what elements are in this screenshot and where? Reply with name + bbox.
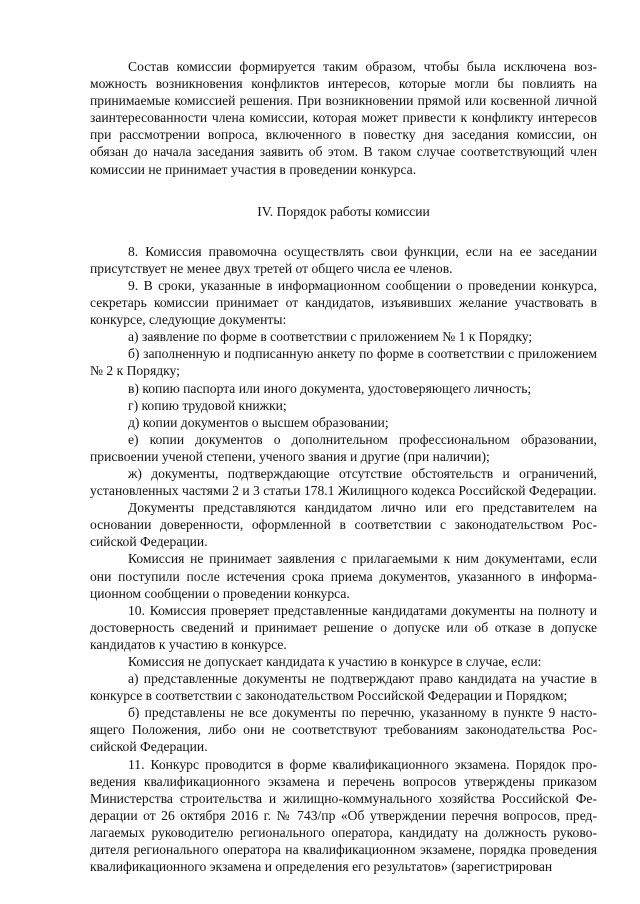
paragraph-8: 8. Комиссия правомочна осуществлять свои функции, если на ее заседании присутствует не менее двух третей от общего числа ее членов. bbox=[90, 243, 597, 276]
documents-submission-paragraph: Документы представляются кандидатом лично или его представителем на основании доверенности, оформленной в соответствии с законодательством Российской Федерации. bbox=[90, 500, 597, 550]
late-documents-paragraph: Комиссия не принимает заявления с прилагаемыми к ним документами, если они поступили после истечения срока приема документов, указанного в информационном сообщении о проведении конкурса. bbox=[90, 551, 597, 601]
rejection-intro-paragraph: Комиссия не допускает кандидата к участию в конкурсе в случае, если: bbox=[128, 654, 542, 669]
spacer bbox=[90, 220, 597, 243]
list-item-v: в) копию паспорта или иного документа, удостоверяющего личность; bbox=[128, 380, 532, 396]
paragraph-9: 9. В сроки, указанные в информационном сообщении о проведении конкурса, секретарь комиссии принимает от кандидатов, изъявивших желание участвовать в конкурсе, следующие документы: bbox=[90, 277, 597, 328]
document-page bbox=[90, 58, 597, 875]
spacer bbox=[90, 178, 597, 203]
rejection-item-b: б) представлены не все документы по перечню, указанному в пункте 9 настоящего Положения, либо они не соответствуют требованиям законодательства Российской Федерации. bbox=[90, 705, 597, 755]
list-item-zh: ж) документы, подтверждающие отсутствие обстоятельств и ограничений, установленных частями 2 и 3 статьи 178.1 Жилищного кодекса Российской Федерации. bbox=[90, 465, 597, 499]
list-item-d: д) копии документов о высшем образовании; bbox=[128, 414, 389, 430]
paragraph-10: 10. Комиссия проверяет представленные кандидатами документы на полноту и достоверность сведений и принимает решение о допуске или об отказе в допуске кандидатов к участию в конкурсе. bbox=[90, 602, 597, 652]
list-item-e: е) копии документов о дополнительном профессиональном образовании, присвоении ученой степени, ученого звания и другие (при наличии); bbox=[90, 431, 597, 464]
paragraph-11: 11. Конкурс проводится в форме квалификационного экзамена. Порядок проведения квалификационного экзамена и перечень вопросов утверждены приказом Министерства строительства и жилищно-коммунального хозяйства Российской Федерации от 26 октября 2016 г. № 743/пр «Об утверждении перечня вопросов, предлагаемых руководителю регионального оператора, кандидату на должность руководителя регионального оператора на квалификационном экзамене, порядка проведения квалификационного экзамена и определения его результатов» (зарегистрирован bbox=[90, 756, 597, 875]
list-item-a: а) заявление по форме в соответствии с приложением № 1 к Порядку; bbox=[128, 329, 533, 345]
list-item-b: б) заполненную и подписанную анкету по форме в соответствии с приложением № 2 к Порядку; bbox=[90, 346, 597, 379]
section-heading: IV. Порядок работы комиссии bbox=[257, 203, 430, 219]
intro-paragraph: Состав комиссии формируется таким образом, чтобы была исключена возможность возникновения конфликтов интересов, которые могли бы повлиять на принимаемые комиссией решения. При возникновении прямой или косвенной личной заинтересованности члена комиссии, которая может привести к конфликту интересов при рассмотрении вопроса, включенного в повестку дня заседания комиссии, он обязан до начала заседания заявить об этом. В таком случае соответствующий член комиссии не принимает участия в проведении конкурса. bbox=[90, 59, 597, 177]
rejection-item-a: а) представленные документы не подтверждают право кандидата на участие в конкурсе в соответствии с законодательством Российской Федерации и Порядком; bbox=[90, 671, 597, 704]
list-item-g: г) копию трудовой книжки; bbox=[128, 397, 287, 413]
